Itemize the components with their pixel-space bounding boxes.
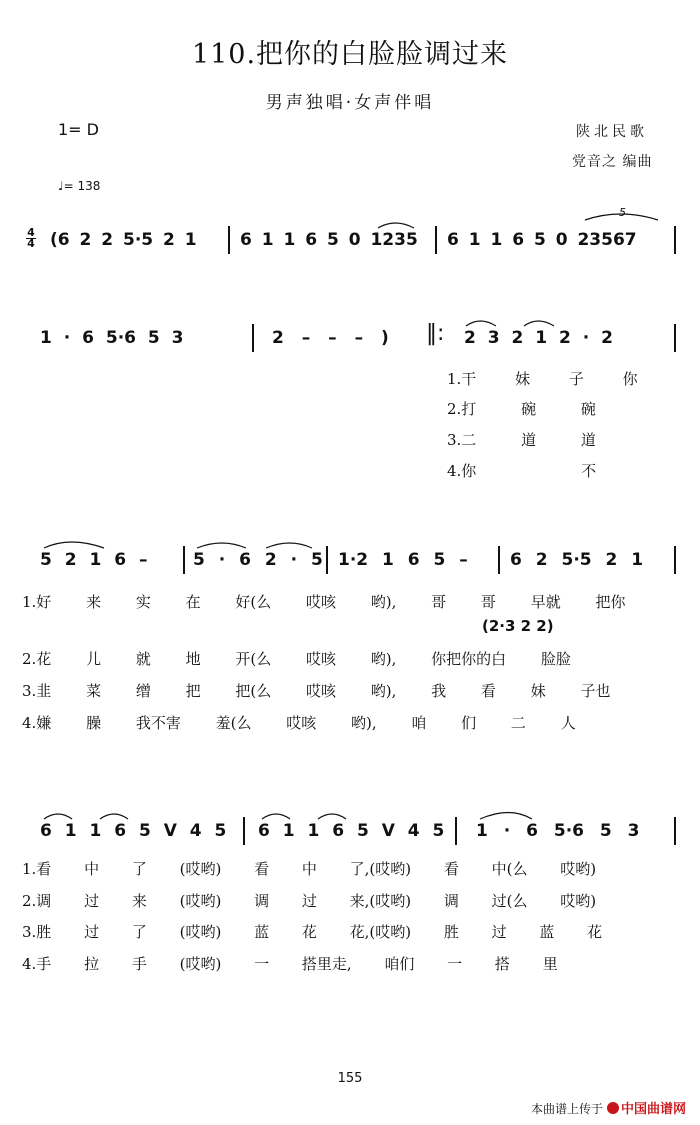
- measure-3: 6 1 1 6 5 0 23567: [447, 230, 637, 250]
- measure-6: 2 3 2 1 2 · 2: [464, 328, 613, 348]
- slur: [466, 321, 496, 326]
- barline: [674, 546, 676, 574]
- lyric-verse-1-b: 1.看 中 了 (哎哟) 看 中 了,(哎哟) 看 中(么 哎哟): [22, 860, 597, 878]
- tuplet-number: 5: [619, 206, 626, 219]
- page-number: 155: [337, 1071, 363, 1086]
- time-signature-bottom: 4: [27, 237, 35, 250]
- measure-8: 5 · 6 2 · 5: [193, 550, 323, 570]
- barline: [435, 226, 437, 254]
- measure-2: 6 1 1 6 5 0 1235: [240, 230, 418, 250]
- measure-1: (6 2 2 5·5 2 1: [50, 230, 197, 250]
- barline: [498, 546, 500, 574]
- song-subtitle: 男声独唱·女声伴唱: [265, 93, 435, 113]
- lyric-verse-2-intro: 2.打 碗 碗: [447, 400, 596, 418]
- barline: [243, 817, 245, 845]
- barline: [455, 817, 457, 845]
- barline: [674, 226, 676, 254]
- key-signature: 1= D: [58, 120, 99, 139]
- measure-4: 1 · 6 5·6 5 3: [40, 328, 184, 348]
- lyric-verse-4-b: 4.手 拉 手 (哎哟) 一 搭里走, 咱们 一 搭 里: [22, 955, 558, 973]
- lyric-verse-2-a: 2.花 儿 就 地 开(么 哎咳 哟), 你把你的白 脸脸: [22, 650, 571, 668]
- song-title: 110.把你的白脸脸调过来: [191, 39, 509, 70]
- slur: [480, 813, 532, 820]
- barline: [326, 546, 328, 574]
- barline: [674, 817, 676, 845]
- time-signature: [26, 228, 36, 249]
- footer-brand: 中国曲谱网: [620, 1102, 686, 1117]
- measure-13: 1 · 6 5·6 5 3: [476, 821, 640, 841]
- lyric-verse-1-a: 1.好 来 实 在 好(么 哎咳 哟), 哥 哥 早就 把你: [22, 593, 626, 611]
- tempo-mark: ♩= 138: [58, 179, 101, 193]
- slur: [266, 543, 312, 548]
- measure-11: 6 1 1 6 5 V 4 5: [40, 821, 227, 841]
- measure-10: 6 2 5·5 2 1: [510, 550, 644, 570]
- barline: [674, 324, 676, 352]
- origin-credit: 陕北民歌: [576, 124, 648, 140]
- lyric-verse-2-b: 2.调 过 来 (哎哟) 调 过 来,(哎哟) 调 过(么 哎哟): [22, 892, 597, 910]
- lyric-verse-3-a: 3.韭 菜 缯 把 把(么 哎咳 哟), 我 看 妹 子也: [22, 682, 611, 700]
- site-logo-icon: [607, 1102, 619, 1114]
- time-signature-top: 4: [27, 226, 35, 239]
- footer-credit: [531, 1098, 686, 1117]
- measure-12: 6 1 1 6 5 V 4 5: [258, 821, 445, 841]
- arranger-credit: 党音之 编曲: [572, 154, 653, 170]
- measure-7: 5 2 1 6 –: [40, 550, 148, 570]
- lyric-verse-4-intro: 4.你 不: [447, 462, 597, 480]
- measure-5: 2 – – – ): [272, 328, 389, 348]
- barline: [183, 546, 185, 574]
- footer-prefix: 本曲谱上传于: [530, 1102, 603, 1116]
- repeat-start-sign: ‖:: [426, 321, 445, 346]
- barline: [228, 226, 230, 254]
- slur: [44, 542, 104, 548]
- measure-9: 1·2 1 6 5 –: [338, 550, 468, 570]
- barline: [252, 324, 254, 352]
- lyric-verse-3-intro: 3.二 道 道: [447, 431, 596, 449]
- alternate-notes: (2·3 2 2): [482, 617, 554, 635]
- slur: [378, 223, 414, 228]
- lyric-verse-1-intro: 1.干 妹 子 你: [447, 370, 638, 388]
- slur: [524, 321, 554, 326]
- slur: [262, 814, 290, 819]
- slur: [100, 814, 128, 819]
- lyric-verse-3-b: 3.胜 过 了 (哎哟) 蓝 花 花,(哎哟) 胜 过 蓝 花: [22, 923, 603, 941]
- slur: [44, 814, 72, 819]
- slur: [197, 543, 246, 548]
- slur: [318, 814, 346, 819]
- lyric-verse-4-a: 4.嫌 臊 我不害 羞(么 哎咳 哟), 咱 们 二 人: [22, 714, 576, 732]
